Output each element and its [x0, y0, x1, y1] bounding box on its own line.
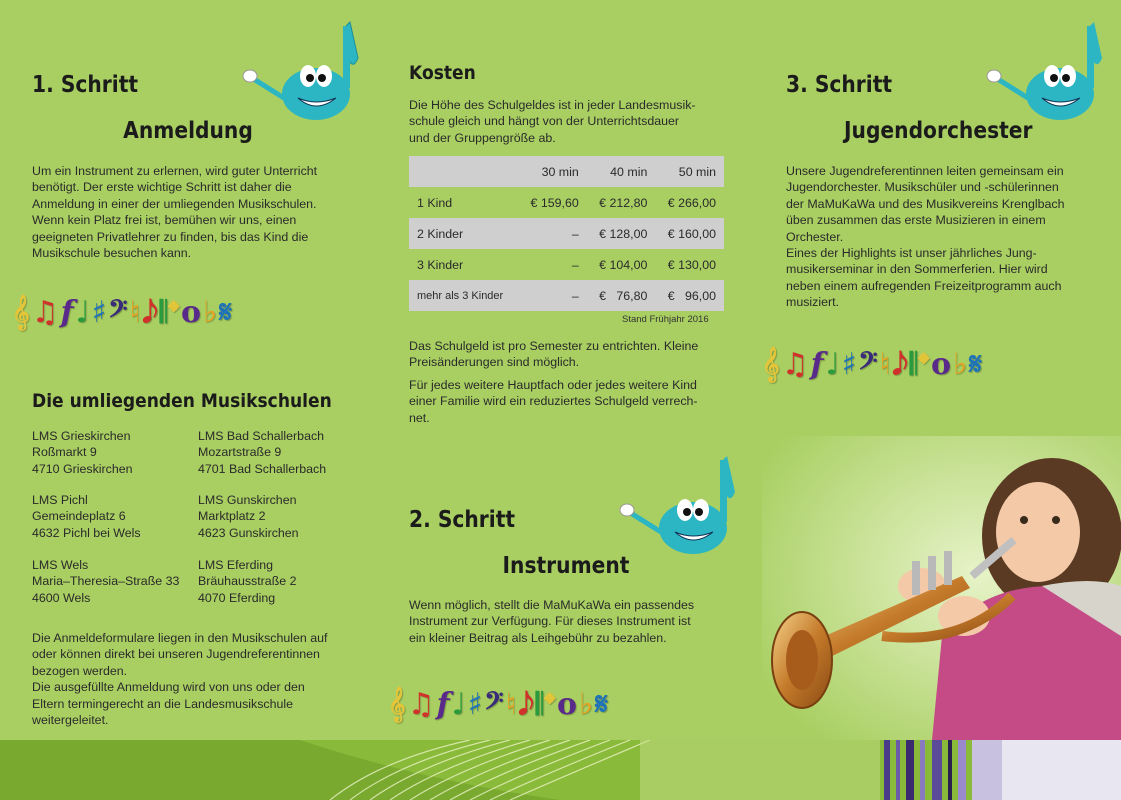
school-1	[32, 428, 133, 477]
text-line: musikerseminar in den Sommerferien. Hier wird	[786, 262, 1048, 277]
table-cell: € 104,00	[599, 257, 648, 272]
music-symbols-row-3: 𝄞 ♫ f ♩ ♯ 𝄢 ♮ 𝅘𝅥𝅮 𝄃 𝄌 o ♭ 𝄋	[762, 346, 983, 382]
music-symbols-row-1: 𝄞 ♫ f ♩ ♯ 𝄢 ♮ 𝅘𝅥𝅮 𝄃 𝄌 o ♭ 𝄋	[12, 294, 233, 330]
swoosh-lines	[0, 740, 1121, 800]
table-cell: 3 Kinder	[417, 257, 464, 272]
table-cell: 2 Kinder	[409, 218, 518, 249]
text-line: einer Familie wird ein reduziertes Schulgeld verrech-	[409, 394, 698, 409]
kosten-note-2	[409, 377, 698, 426]
school-street: Bräuhausstraße 2	[198, 574, 297, 589]
school-city: 4632 Pichl bei Wels	[32, 525, 141, 540]
text-line: weitergeleitet.	[32, 713, 109, 728]
text-line: Die Höhe des Schulgeldes ist in jeder Landesmusik-	[409, 98, 696, 112]
table-cell: –	[518, 280, 587, 311]
step-2-body	[409, 597, 694, 646]
text-line: Instrument zur Verfügung. Für dieses Instrument ist	[409, 614, 691, 629]
music-symbols-row-2: 𝄞 ♫ f ♩ ♯ 𝄢 ♮ 𝅘𝅥𝅮 𝄃 𝄌 o ♭ 𝄋	[388, 686, 609, 722]
table-cell: 1 Kind	[417, 195, 453, 210]
school-name: LMS Gunskirchen	[198, 493, 297, 507]
music-note-mascot-icon	[982, 18, 1107, 123]
school-name: LMS Grieskirchen	[32, 429, 131, 443]
table-cell: mehr als 3 Kinder	[409, 280, 518, 311]
school-name: LMS Bad Schallerbach	[198, 429, 325, 443]
table-cell: –	[518, 218, 587, 249]
school-name: LMS Wels	[32, 558, 89, 572]
table-cell: € 212,80	[599, 195, 648, 210]
kosten-note-1	[409, 338, 698, 371]
school-street: Mozartstraße 9	[198, 445, 282, 460]
text-line: oder können direkt bei unseren Jugendreferentinnen	[32, 647, 320, 662]
music-note-mascot-icon	[615, 452, 740, 557]
school-city: 4710 Grieskirchen	[32, 461, 133, 476]
text-line: Musikschule besuchen kann.	[32, 246, 192, 261]
school-city: 4623 Gunskirchen	[198, 525, 299, 540]
table-cell: € 128,00	[587, 218, 656, 249]
text-line: Wenn möglich, stellt die MaMuKaWa ein passendes	[409, 598, 695, 612]
school-city: 4701 Bad Schallerbach	[198, 461, 327, 476]
table-date-note: Stand Frühjahr 2016	[622, 314, 709, 325]
text-line: Wenn kein Platz frei ist, bemühen wir uns, einen	[32, 213, 297, 228]
step-1-intro	[32, 163, 317, 261]
text-line: Anmeldung in einer der umliegenden Musikschulen.	[32, 196, 317, 211]
text-line: geeigneten Privatlehrer zu finden, bis das Kind die	[32, 229, 309, 244]
table-row	[409, 280, 724, 311]
schools-heading: Die umliegenden Musikschulen	[32, 390, 332, 412]
table-header-row	[409, 156, 724, 187]
text-line: Eltern termingerecht an die Landesmusikschule	[32, 696, 294, 711]
text-line: Orchester.	[786, 229, 844, 244]
school-4	[198, 492, 299, 541]
school-6	[198, 557, 297, 606]
step-1-title: Anmeldung	[123, 118, 253, 144]
school-street: Maria–Theresia–Straße 33	[32, 574, 180, 589]
step-2-title: Instrument	[502, 553, 630, 579]
bottom-decorative-band	[0, 740, 1121, 800]
school-city: 4070 Eferding	[198, 590, 276, 605]
step-1-heading: 1. Schritt	[32, 72, 139, 98]
school-3	[32, 492, 141, 541]
text-line: Um ein Instrument zu erlernen, wird guter Unterricht	[32, 164, 318, 178]
step-3-heading: 3. Schritt	[786, 72, 893, 98]
text-line: Das Schulgeld ist pro Semester zu entrichten. Kleine	[409, 339, 699, 353]
text-line: und der Gruppengröße ab.	[409, 130, 556, 145]
text-line: Für jedes weitere Hauptfach oder jedes weitere Kind	[409, 378, 697, 392]
table-cell: € 96,00	[655, 280, 724, 311]
table-header: 50 min	[655, 156, 724, 187]
table-row	[409, 218, 724, 249]
table-cell: € 130,00	[667, 257, 716, 272]
text-line: Eines der Highlights ist unser jährliches Jung-	[786, 246, 1037, 261]
cost-table	[409, 156, 724, 311]
text-line: Preisänderungen sind möglich.	[409, 355, 580, 370]
text-line: Die Anmeldeformulare liegen in den Musikschulen auf	[32, 631, 328, 645]
music-note-mascot-icon	[238, 18, 363, 123]
text-line: schule gleich und hängt von der Unterrichtsdauer	[409, 114, 680, 129]
table-cell: –	[571, 257, 579, 272]
table-header: 30 min	[518, 156, 587, 187]
school-street: Roßmarkt 9	[32, 445, 97, 460]
school-city: 4600 Wels	[32, 590, 91, 605]
kosten-heading: Kosten	[409, 62, 476, 84]
text-line: üben zusammen das erste Musizieren in einem	[786, 213, 1046, 228]
table-header	[409, 156, 518, 187]
text-line: net.	[409, 410, 430, 425]
step-1-outro	[32, 630, 327, 728]
table-cell: € 159,60	[530, 195, 579, 210]
school-2	[198, 428, 326, 477]
table-row	[409, 249, 724, 280]
step-3-body	[786, 163, 1064, 311]
school-name: LMS Pichl	[32, 493, 88, 507]
text-line: Jugendorchester. Musikschüler und -schülerinnen	[786, 180, 1059, 195]
text-line: der MaMuKaWa und des Musikvereins Krenglbach	[786, 196, 1065, 211]
text-line: musiziert.	[786, 295, 840, 310]
text-line: ein kleiner Beitrag als Leihgebühr zu bezahlen.	[409, 630, 667, 645]
school-5	[32, 557, 179, 606]
kosten-intro	[409, 97, 696, 146]
text-line: bezogen werden.	[32, 663, 128, 678]
school-street: Gemeindeplatz 6	[32, 509, 126, 524]
table-row	[409, 187, 724, 218]
text-line: Die ausgefüllte Anmeldung wird von uns oder den	[32, 680, 305, 695]
table-header: 40 min	[587, 156, 656, 187]
step-2-heading: 2. Schritt	[409, 507, 516, 533]
step-3-title: Jugendorchester	[844, 118, 1033, 144]
trumpet-girl-photo	[762, 436, 1121, 740]
school-street: Marktplatz 2	[198, 509, 266, 524]
table-cell: € 76,80	[587, 280, 656, 311]
text-line: benötigt. Der erste wichtige Schritt ist daher die	[32, 180, 292, 195]
text-line: Unsere Jugendreferentinnen leiten gemeinsam ein	[786, 164, 1064, 178]
text-line: neben einem aufregenden Freizeitprogramm auch	[786, 278, 1062, 293]
table-cell: € 160,00	[655, 218, 724, 249]
school-name: LMS Eferding	[198, 558, 274, 572]
table-cell: € 266,00	[667, 195, 716, 210]
